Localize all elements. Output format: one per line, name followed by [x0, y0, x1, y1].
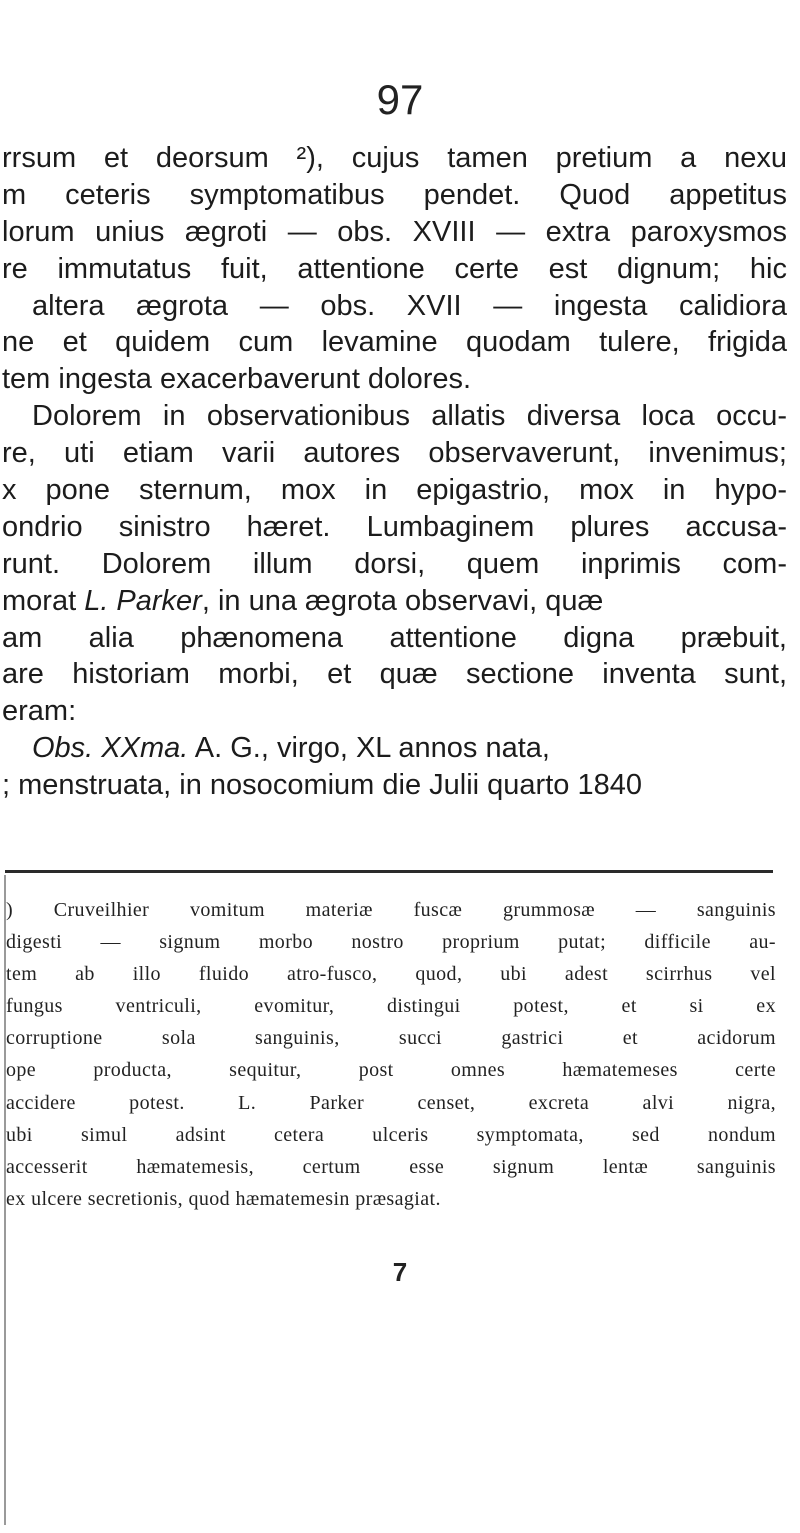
text-line: lorum unius ægroti — obs. XVIII — extra paroxysmos [2, 215, 787, 248]
footnote-line: fungus ventriculi, evomitur, distingui potest, et si ex [6, 995, 776, 1018]
text-line: rrsum et deorsum ²), cujus tamen pretium a nexu [2, 142, 787, 174]
footnote-line: digesti — signum morbo nostro proprium putat; difficile au- [6, 931, 776, 954]
text-line: ondrio sinistro hæret. Lumbaginem plures accusa- [2, 510, 787, 543]
text-line: are historiam morbi, et quæ sectione inventa sunt, [2, 658, 787, 691]
text-line: re immutatus fuit, attentione certe est dignum; hic [2, 252, 787, 285]
footnote-line: ex ulcere secretionis, quod hæmatemesin præsagiat. [6, 1187, 441, 1210]
footnote-line: corruptione sola sanguinis, succi gastrici et acidorum [6, 1027, 776, 1050]
text-line: tem ingesta exacerbaverunt dolores. [2, 363, 472, 396]
signature-mark: 7 [392, 1257, 408, 1287]
text-fragment: morat [2, 584, 85, 617]
text-line: altera ægrota — obs. XVII — ingesta calidiora [32, 289, 787, 322]
page-number: 97 [376, 76, 424, 123]
text-fragment: , in una ægrota observavi, quæ [201, 584, 604, 617]
footnote-line: ope producta, sequitur, post omnes hæmatemeses certe [6, 1059, 776, 1082]
author-name-parker: L. Parker [84, 584, 202, 617]
text-line: re, uti etiam varii autores observaverunt, invenimus; [2, 437, 787, 470]
footnote-divider [5, 870, 773, 873]
text-line [2, 583, 787, 620]
footnote-line: ubi simul adsint cetera ulceris symptomata, sed nondum [6, 1123, 776, 1146]
text-line: runt. Dolorem illum dorsi, quem inprimis com- [2, 547, 787, 580]
footnote-line: ) Cruveilhier vomitum materiæ fuscæ grummosæ — sanguinis [6, 899, 776, 921]
text-line: ; menstruata, in nosocomium die Julii quarto 1840 [2, 769, 642, 802]
text-line: x pone sternum, mox in epigastrio, mox in hypo- [2, 474, 787, 507]
text-line: Dolorem in observationibus allatis diversa loca occu- [32, 400, 787, 433]
observation-label: Obs. XXma. [32, 732, 189, 765]
footnote-line: tem ab illo fluido atro-fusco, quod, ubi adest scirrhus vel [6, 963, 776, 986]
main-text-block [2, 140, 787, 804]
observation-heading [2, 730, 787, 767]
footnote-line: accidere potest. L. Parker censet, excreta alvi nigra, [6, 1091, 776, 1114]
text-line: eram: [2, 695, 77, 728]
text-line: am alia phænomena attentione digna præbuit, [2, 621, 787, 654]
text-line: m ceteris symptomatibus pendet. Quod appetitus [2, 178, 787, 211]
text-fragment: A. G., virgo, XL annos nata, [188, 732, 550, 765]
footnote-line: accesserit hæmatemesis, certum esse signum lentæ sanguinis [6, 1155, 776, 1178]
footnote-block [6, 894, 776, 1215]
text-line: ne et quidem cum levamine quodam tulere, frigida [2, 326, 787, 359]
